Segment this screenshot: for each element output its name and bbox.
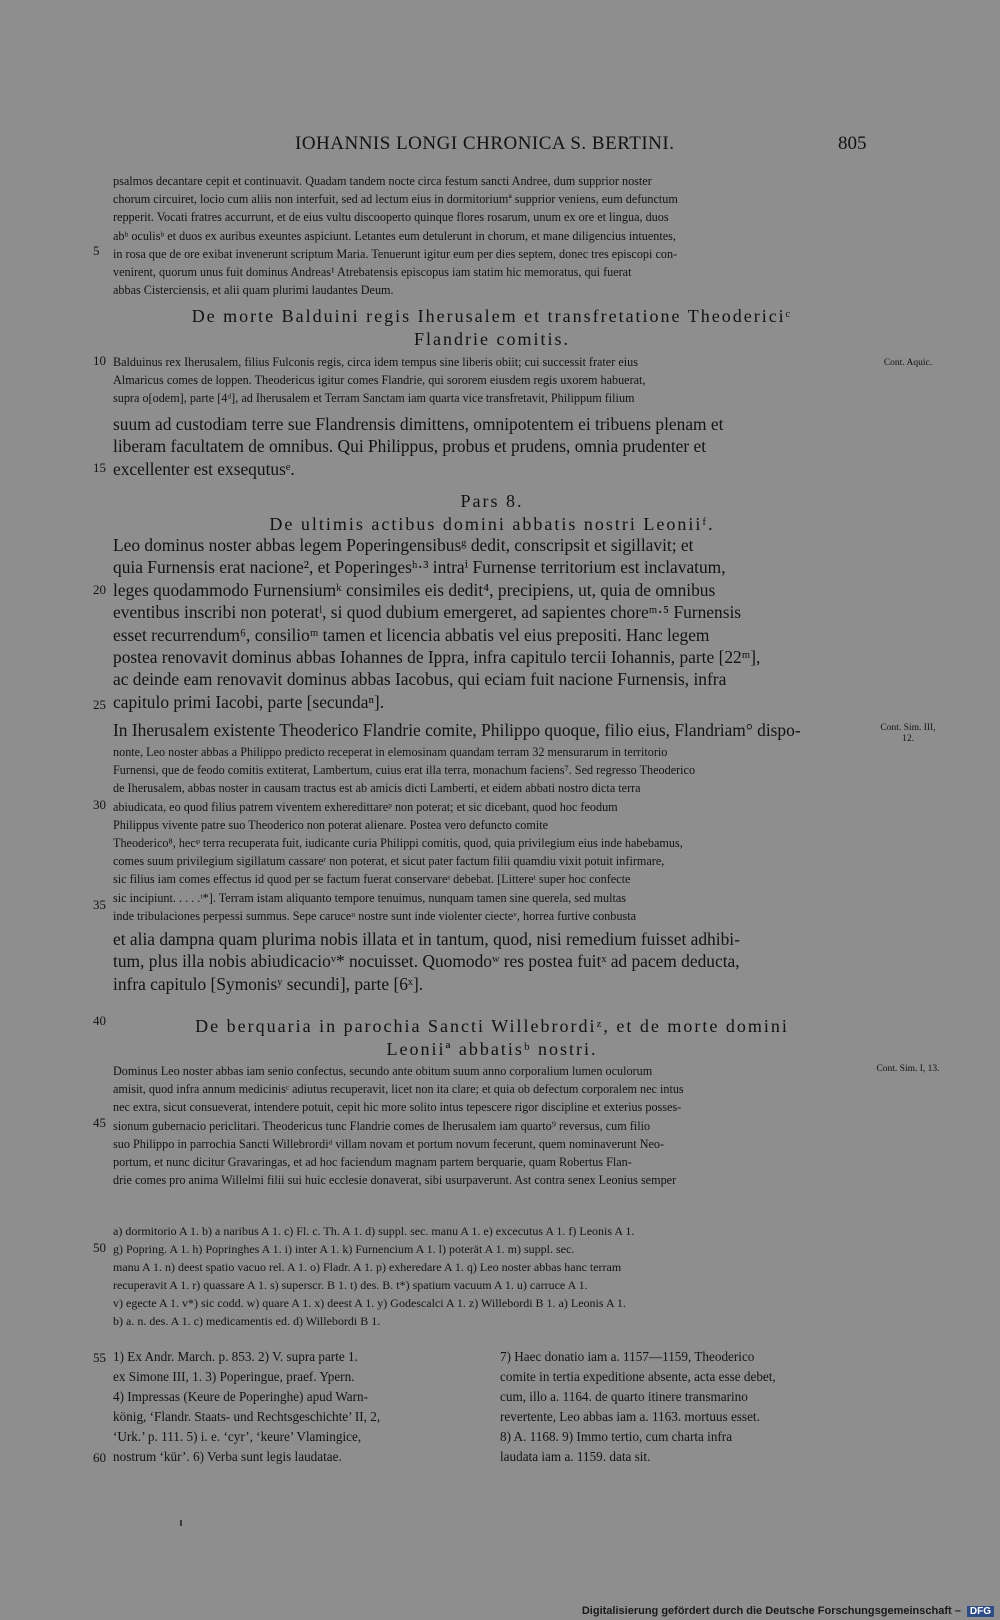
text-line: Almaricus comes de loppen. Theodericus igitur comes Flandrie, qui sororem eiusdem regis uxorem habuerat, xyxy=(113,373,646,388)
text-line: et alia dampna quam plurima nobis illata et in tantum, quod, nisi remedium fuisset adhibi- xyxy=(113,929,740,949)
heading-line: Flandrie comitis. xyxy=(414,329,570,349)
text-line: inde tribulaciones perpessi summus. Sepe caruceᵘ nostre sunt inde violenter ciecteᵛ, horrea furtive conbusta xyxy=(113,908,637,923)
text-line: nec extra, sicut consueverat, intendere potuit, cepit hic more solito intus tepescere rigor discipline et exterius posses- xyxy=(113,1100,682,1115)
text-line: drie comes pro anima Willelmi filii sui huic ecclesie donaverat, sibi usurpaverunt. Ast contra senex Leonius semper xyxy=(113,1173,677,1188)
text-line: Theoderico⁸, hecᵠ terra recuperata fuit, iudicante curia Philippi comitis, quod, quia privilegium eius inde habebamus, xyxy=(113,835,683,850)
text-line: tum, plus illa nobis abiudicacioᵛ* nocuisset. Quomodoʷ res postea fuitˣ ad pacem deducta, xyxy=(113,951,740,972)
line-number: 20 xyxy=(93,582,106,597)
text-line: abᵇ oculisᵇ et duos ex auribus exeuntes aspiciunt. Letantes eum detulerunt in chorum, et mane diligencius intuentes, xyxy=(113,228,676,243)
footnote-line: a) dormitorio A 1. b) a naribus A 1. c) Fl. c. Th. A 1. d) suppl. sec. manu A 1. e) excecutus A 1. f) Leonis A 1. xyxy=(113,1224,635,1238)
text-line: repperit. Vocati fratres accurrunt, et de eius vultu discooperto quinque flores rosarum, unum ex ore et lingua, duos xyxy=(113,210,669,225)
text-line: infra capitulo [Symonisʸ secundi], parte [6ˣ]. xyxy=(113,973,424,994)
line-number: 60 xyxy=(93,1450,106,1465)
footnote-line: könig, ‘Flandr. Staats- und Rechtsgeschichte’ II, 2, xyxy=(113,1409,381,1424)
text-line: leges quodammodo Furnensiumᵏ consimiles eis dedit⁴, precipiens, ut, quia de omnibus xyxy=(113,579,716,600)
section-heading xyxy=(113,305,871,351)
footnote-line: laudata iam a. 1159. data sit. xyxy=(500,1449,651,1464)
text-line: venirent, quorum unus fuit dominus Andreas¹ Atrebatensis episcopus iam statim hic memoratus, qui fuerat xyxy=(113,264,632,279)
text-line: suum ad custodiam terre sue Flandrensis dimittens, omnipotentem ei tribuens plenam et xyxy=(113,414,724,434)
footnote-line: g) Popring. A 1. h) Popringhes A 1. i) inter A 1. k) Furnencium A 1. l) poterät A 1. m) suppl. sec. xyxy=(113,1242,575,1256)
line-number: 30 xyxy=(93,797,106,812)
footnote-line: 8) A. 1168. 9) Immo tertio, cum charta infra xyxy=(500,1429,733,1444)
part-heading xyxy=(113,490,871,536)
text-line: abiudicata, eo quod filius patrem viventem exheredittareᵖ non poterat; et sic dicebant, quod hoc feodum xyxy=(113,799,618,814)
text-line: liberam facultatem de omnibus. Qui Philippus, probus et prudens, omnia prudenter et xyxy=(113,436,707,457)
footnote-line: recuperavit A 1. r) quassare A 1. s) superscr. B 1. t) des. B. t*) spatium vacuum A 1. u) carruce A 1. xyxy=(113,1278,588,1292)
text-line: de Iherusalem, abbas noster in causam tractus est ab amicis dicti Lamberti, et eidem abbati nostro dicta terra xyxy=(113,781,641,796)
text-line: nonte, Leo noster abbas a Philippo predicto receperat in elemosinam quandam terram 32 mensurarum in territorio xyxy=(113,745,668,759)
section-heading xyxy=(113,1015,871,1061)
line-number: 35 xyxy=(93,897,106,912)
line-number: 5 xyxy=(93,243,100,258)
paragraph-iherusalem-first xyxy=(113,719,871,741)
footnote-line: ‘Urk.’ p. 111. 5) i. e. ‘cyr’, ‘keure’ Vlamingice, xyxy=(113,1429,362,1444)
footnote-line: nostrum ‘kür’. 6) Verba sunt legis laudatae. xyxy=(113,1449,342,1464)
footnotes-apparatus xyxy=(113,1222,871,1330)
footnote-line: cum, illo a. 1164. de quarto itinere transmarino xyxy=(500,1389,748,1404)
line-number: 50 xyxy=(93,1240,106,1255)
margin-note: Cont. Aquic. xyxy=(883,358,933,368)
text-line: sionum gubernacio periclitari. Theodericus tunc Flandrie comes de Iherusalem iam quarto⁹ reversus, cum filio xyxy=(113,1118,651,1133)
line-number: 25 xyxy=(93,697,106,712)
footnote-line: b) a. n. des. A 1. c) medicamentis ed. d) Willebordi B 1. xyxy=(113,1314,381,1328)
heading-line: De morte Balduini regis Iherusalem et transfretatione Theodericiᶜ xyxy=(191,306,793,326)
line-number: 45 xyxy=(93,1115,106,1130)
funding-credit xyxy=(582,1605,994,1617)
text-line: Philippus vivente patre suo Theoderico non poterat alienare. Postea vero defuncto comite xyxy=(113,817,549,832)
text-line: ac deinde eam renovavit dominus abbas Iacobus, qui eciam fuit nacione Furnensis, infra xyxy=(113,669,727,690)
text-line: Balduinus rex Iherusalem, filius Fulconis regis, circa idem tempus sine liberis obiit; cui successit frater eius xyxy=(113,355,638,369)
text-line: Furnensi, que de feodo comitis extiterat, Lambertum, cuius erat illa terra, monachum faciens⁷. Sed regresso Theoderico xyxy=(113,763,696,778)
running-title: IOHANNIS LONGI CHRONICA S. BERTINI. xyxy=(295,133,675,154)
text-line: sic incipiunt. . . . .ᵗ*]. Terram istam aliquanto tempore tenuimus, nunquam tamen sine querela, sed multas xyxy=(113,890,627,905)
paragraph-baldwin xyxy=(113,353,871,408)
page-number: 805 xyxy=(838,133,867,154)
heading-line: Leoniiª abbatisᵇ nostri. xyxy=(386,1039,598,1059)
funding-credit-text: Digitalisierung gefördert durch die Deutsche Forschungsgemeinschaft – xyxy=(581,1605,961,1617)
text-line: In Iherusalem existente Theoderico Flandrie comite, Philippo quoque, filio eius, Flandriam° dispo- xyxy=(113,720,801,740)
dfg-logo: DFG xyxy=(967,1606,994,1617)
text-line: amisit, quod infra annum medicinisᶜ adiutus recuperavit, licet non ita clare; et quia ob defectum corporalem nec intus xyxy=(113,1082,684,1097)
text-line: sic filius iam comes effectus id quod per se factum fuerat conservareˢ debebat. [Littereᵗ super hoc confecte xyxy=(113,872,631,887)
paragraph-baldwin-cont xyxy=(113,413,871,480)
text-line: comes suum privilegium sigillatum cassareʳ non poterat, et sicut pater factum filii quamdiu vixit potuit infirmare, xyxy=(113,854,665,869)
footnotes-left-column xyxy=(113,1347,491,1467)
paragraph-final xyxy=(113,1062,871,1189)
text-line: esset recurrendum⁶, consilioᵐ tamen et licencia abbatis vel eius prepositi. Hanc legem xyxy=(113,624,710,645)
scan-mark xyxy=(180,1520,182,1526)
text-line: quia Furnensis erat nacione², et Poperingesʰ·³ intraⁱ Furnense territorium est inclavatum, xyxy=(113,557,726,578)
line-number: 10 xyxy=(93,353,106,368)
heading-line: De berquaria in parochia Sancti Willebrordiᶻ, et de morte domini xyxy=(195,1016,789,1036)
text-line: suo Philippo in parrochia Sancti Willebrordiᵈ villam novam et portum novum fecerunt, quem nominaverunt Neo- xyxy=(113,1136,665,1151)
footnote-line: 4) Impressas (Keure de Poperinghe) apud Warn- xyxy=(113,1389,369,1404)
footnote-line: comite in tertia expeditione absente, acta esse debet, xyxy=(500,1369,776,1384)
text-line: chorum circuiret, locio cum aliis non interfuit, sed ad lectum eius in dormitoriumª supprior veniens, eum defunctum xyxy=(113,192,678,207)
footnote-line: v) egecte A 1. v*) sic codd. w) quare A 1. x) deest A 1. y) Godescalci A 1. z) Willebordi B 1. a) Leonis A 1. xyxy=(113,1296,626,1310)
text-line: eventibus inscribi non poteratˡ, si quod dubium emergeret, ad sapientes choreᵐ·⁵ Furnensis xyxy=(113,602,742,623)
text-line: postea renovavit dominus abbas Iohannes de Ippra, infra capitulo tercii Iohannis, parte [22ᵐ], xyxy=(113,646,761,667)
footnotes-right-column xyxy=(500,1347,872,1467)
footnote-line: 7) Haec donatio iam a. 1157—1159, Theoderico xyxy=(500,1349,755,1364)
paragraph-leo xyxy=(113,534,871,713)
paragraph-top xyxy=(113,172,871,299)
paragraph-iherusalem xyxy=(113,743,871,925)
margin-note: Cont. Sim. III, 12. xyxy=(880,723,936,744)
text-line: Dominus Leo noster abbas iam senio confectus, secundo ante obitum suum anno corporalium lumen oculorum xyxy=(113,1064,653,1078)
footnote-line: ex Simone III, 1. 3) Poperingue, praef. Ypern. xyxy=(113,1369,355,1384)
line-number: 55 xyxy=(93,1350,106,1365)
heading-line: De ultimis actibus domini abbatis nostri Leoniiᶠ. xyxy=(269,514,715,534)
text-line: excellenter est exsequtusᵉ. xyxy=(113,458,295,479)
line-number: 40 xyxy=(93,1013,106,1028)
text-line: psalmos decantare cepit et continuavit. Quadam tandem nocte circa festum sancti Andree, dum supprior noster xyxy=(113,174,652,188)
text-line: Leo dominus noster abbas legem Poperingensibusᵍ dedit, conscripsit et sigillavit; et xyxy=(113,535,694,555)
text-line: in rosa que de ore exibat invenerunt scriptum Maria. Tenuerunt igitur eum per dies septem, donec tres episcopi con- xyxy=(113,246,678,261)
margin-note: Cont. Sim. I, 13. xyxy=(876,1064,940,1074)
footnote-line: 1) Ex Andr. March. p. 853. 2) V. supra parte 1. xyxy=(113,1349,358,1364)
footnote-line: revertente, Leo abbas iam a. 1163. mortuus esset. xyxy=(500,1409,760,1424)
line-number: 15 xyxy=(93,460,106,475)
text-line: portum, et nunc dicitur Gravaringas, et ad hoc faciendum magnam partem berquarie, quam Robertus Flan- xyxy=(113,1154,632,1169)
footnote-line: manu A 1. n) deest spatio vacuo rel. A 1. o) Fladr. A 1. p) exheredare A 1. q) Leo noster abbas hanc terram xyxy=(113,1260,622,1274)
text-line: capitulo primi Iacobi, parte [secundaⁿ]. xyxy=(113,691,385,712)
heading-line: Pars 8. xyxy=(460,491,524,511)
text-line: supra o[odem], parte [4ᵈ], ad Iherusalem et Terram Sanctam iam quarta vice transfretavit, Philippum filium xyxy=(113,391,635,406)
paragraph-iherusalem-cont xyxy=(113,928,871,995)
text-line: abbas Cisterciensis, et alii quam plurimi laudantes Deum. xyxy=(113,283,394,298)
